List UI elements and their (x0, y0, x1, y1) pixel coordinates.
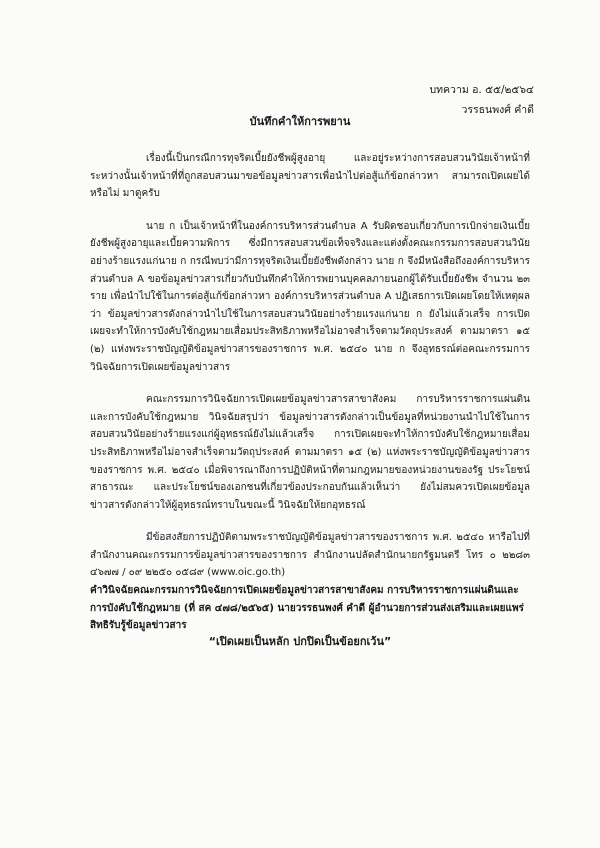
document-title: บันทึกคำให้การพยาน (249, 115, 351, 128)
paragraph-decision: คณะกรรมการวินิจฉัยการเปิดเผยข้อมูลข่าวสารสาขาสังคม การบริหารราชการแผ่นดินและการบังคับใช้กฎหมาย วินิจฉัยสรุปว่า ข้อมูลข่าวสารดังกล่าวเป็นข้อมูลที่หน่วยงานนำไปใช้ในการสอบสวนวินัยอย่างร้ายแรงแก่ผู้อุทธรณ์ยังไม่แล้วเสร็จ การเปิดเผยจะทำให้การบังคับใช้กฎหมายเสื่อมประสิทธิภาพหรือไม่อาจสำเร็จตามวัตถุประสงค์ ตามมาตรา ๑๕ (๒) แห่งพระราชบัญญัติข้อมูลข่าวสารของราชการ พ.ศ. ๒๕๔๐ เมื่อพิจารณาถึงการปฏิบัติหน้าที่ตามกฎหมายของหน่วยงานของรัฐ ประโยชน์สาธารณะ และประโยชน์ของเอกชนที่เกี่ยวข้องประกอบกันแล้วเห็นว่า ยังไม่สมควรเปิดเผยข้อมูลข่าวสารดังกล่าวให้ผู้อุทธรณ์ทราบในขณะนี้ วินิจฉัยให้ยกอุทธรณ์ (90, 394, 530, 511)
paragraph-facts: นาย ก เป็นเจ้าหน้าที่ในองค์การบริหารส่วนตำบล A รับผิดชอบเกี่ยวกับการเบิกจ่ายเงินเบี้ยยังชีพผู้สูงอายุและเบี้ยความพิการ ซึ่งมีการสอบสวนข้อเท็จจริงและแต่งตั้งคณะกรรมการสอบสวนวินัยอย่างร้ายแรงแก่นาย ก กรณีพบว่ามีการทุจริตเงินเบี้ยยังชีพดังกล่าว นาย ก จึงมีหนังสือถึงองค์การบริหารส่วนตำบล A ขอข้อมูลข่าวสารเกี่ยวกับบันทึกคำให้การพยานบุคคลภายนอกผู้ได้รับเบี้ยยังชีพ จำนวน ๒๓ ราย เพื่อนำไปใช้ในการต่อสู้แก้ข้อกล่าวหา องค์การบริหารส่วนตำบล A ปฏิเสธการเปิดเผยโดยให้เหตุผลว่า ข้อมูลข่าวสารดังกล่าวนำไปใช้ในการสอบสวนวินัยอย่างร้ายแรงแก่นาย ก ยังไม่แล้วเสร็จ การเปิดเผยจะทำให้การบังคับใช้กฎหมายเสื่อมประสิทธิภาพหรือไม่อาจสำเร็จตามวัตถุประสงค์ ตามมาตรา ๑๕ (๒) แห่งพระราชบัญญัติข้อมูลข่าวสารของราชการ พ.ศ. ๒๕๔๐ นาย ก จึงอุทธรณ์ต่อคณะกรรมการวินิจฉัยการเปิดเผยข้อมูลข่าวสาร (90, 220, 530, 373)
decision-credit: คำวินิจฉัยคณะกรรมการวินิจฉัยการเปิดเผยข้อมูลข่าวสารสาขาสังคม การบริหารราชการแผ่นดินและการบังคับใช้กฎหมาย (ที่ สค ๔๗๘/๒๕๖๕) นายวรรธนพงศ์ คำดี ผู้อำนวยการส่วนส่งเสริมและเผยแพร่สิทธิรับรู้ข้อมูลข่าวสาร (90, 585, 524, 632)
paragraph-contact: มีข้อสงสัยการปฏิบัติตามพระราชบัญญัติข้อมูลข่าวสารของราชการ พ.ศ. ๒๕๔๐ หารือไปที่ สำนักงานคณะกรรมการข้อมูลข่าวสารของราชการ สำนักงานปลัดสำนักนายกรัฐมนตรี โทร ๐ ๒๒๘๓ ๔๖๗๗ / ๐๙ ๒๒๕๐ ๐๕๘๙ (www.oic.go.th) (90, 532, 530, 579)
author-name: วรรธนพงศ์ คำดี (461, 104, 534, 116)
slogan: “เปิดเผยเป็นหลัก ปกปิดเป็นข้อยกเว้น” (208, 635, 392, 648)
document-body (90, 150, 530, 655)
paragraph-intro: เรื่องนี้เป็นกรณีการทุจริตเบี้ยยังชีพผู้สูงอายุ และอยู่ระหว่างการสอบสวนวินัยเจ้าหน้าที่ ระหว่างนั้นเจ้าหน้าที่ที่ถูกสอบสวนมาขอข้อมูลข่าวสารเพื่อนำไปต่อสู้แก้ข้อกล่าวหา สามารถเปิดเผยได้หรือไม่ มาดูครับ (90, 153, 530, 200)
article-number: บทความ อ. ๕๕/๒๕๖๔ (429, 84, 534, 96)
